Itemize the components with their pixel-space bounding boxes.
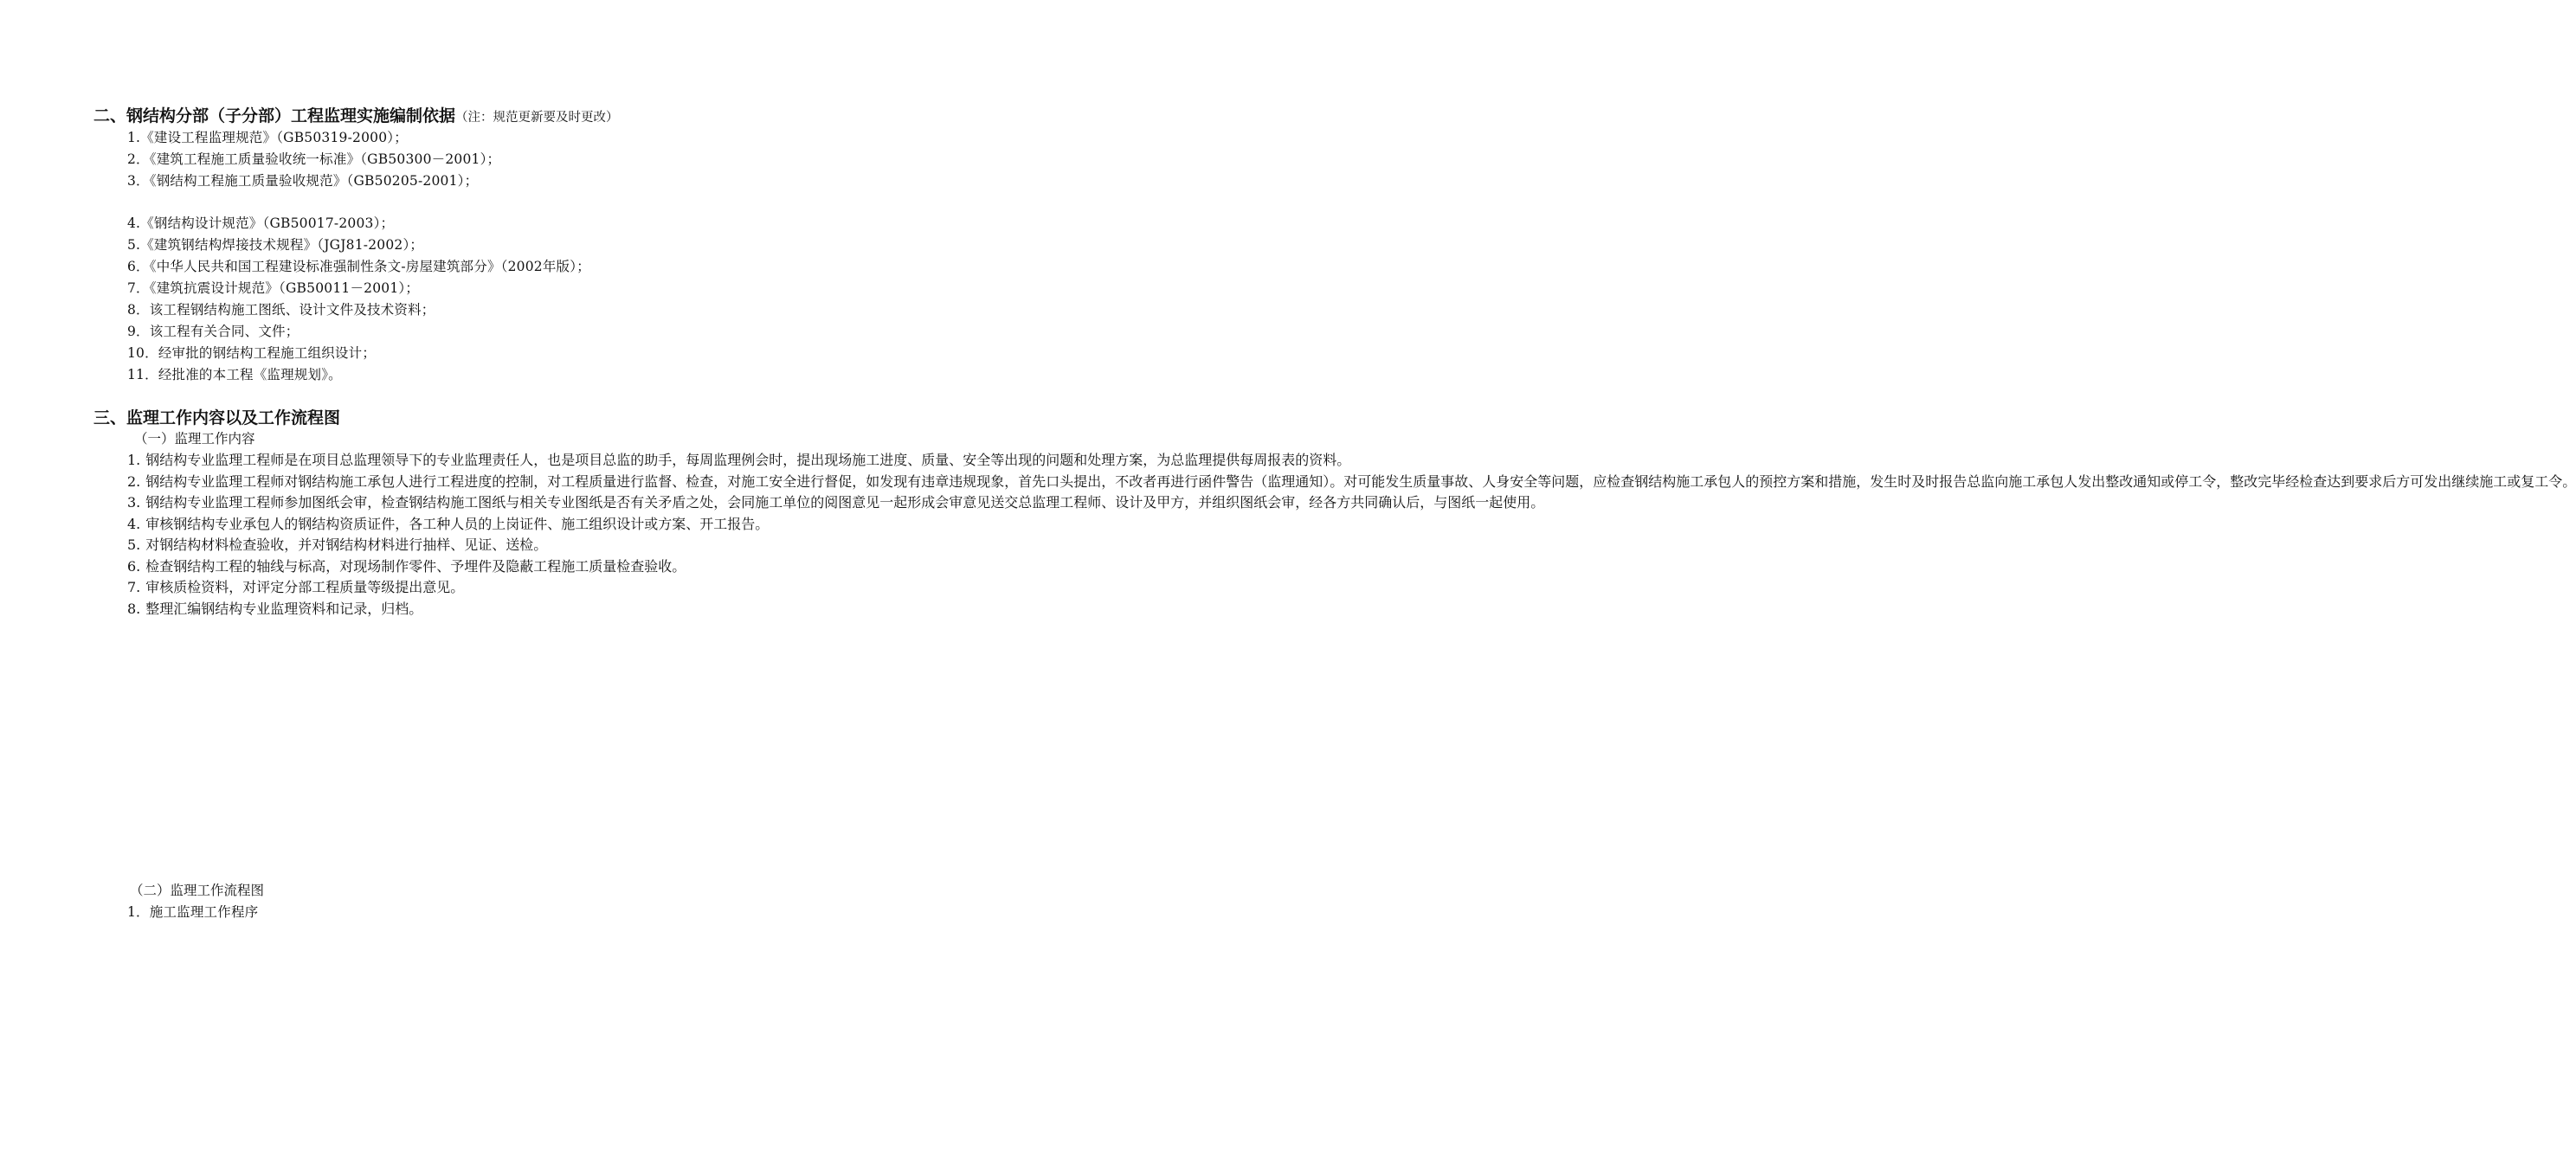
work-item-text: 钢结构专业监理工程师对钢结构施工承包人进行工程进度的控制，对工程质量进行监督、检查，对施工安全进行督促，如发现有违章违规现象，首先口头提出，不改者再进行函件警告（监理通知）。对可能发生质量事故、人身安全等问题，应检查钢结构施工承包人的预控方案和措施，发生时及时报告总监向施工承包人发出整改通知或停工令，整改完毕经检查达到要求后方可发出继续施工或复工令。 [145,472,2576,490]
work-item-number: 1. [127,452,141,468]
work-item-number: 7. [127,579,141,595]
reference-item: 2．《建筑工程施工质量验收统一标准》（GB50300－2001）； [127,151,501,167]
reference-item: 4.《钢结构设计规范》（GB50017-2003）； [127,215,395,231]
reference-item: 8．该工程钢结构施工图纸、设计文件及技术资料； [127,302,435,318]
reference-item: 6．《中华人民共和国工程建设标准强制性条文-房屋建筑部分》（2002年版）； [127,259,590,274]
work-content-list [95,450,2576,620]
work-item [95,577,727,599]
work-item-text: 整理汇编钢结构专业监理资料和记录，归档。 [145,600,423,617]
subsection-work-flowchart: （二）监理工作流程图 [130,883,265,898]
work-item-number: 4. [127,515,141,532]
reference-item: 11．经批准的本工程《监理规划》。 [127,367,342,382]
work-item-text: 钢结构专业监理工程师是在项目总监理领导下的专业监理责任人，也是项目总监的助手，每周监理例会时，提出现场施工进度、质量、安全等出现的问题和处理方案，为总监理提供每周报表的资料。 [145,452,1351,468]
work-item-number: 2. [127,472,141,490]
work-item [95,514,770,536]
subsection-work-content: （一）监理工作内容 [134,431,255,447]
flowchart-item: 1．施工监理工作程序 [127,904,259,920]
work-item [95,556,727,578]
work-item-number: 8. [127,600,141,617]
work-item-text: 钢结构专业监理工程师参加图纸会审，检查钢结构施工图纸与相关专业图纸是否有关矛盾之处，会同施工单位的阅图意见一起形成会审意见送交总监理工程师、设计及甲方，并组织图纸会审，经各方共同确认后，与图纸一起使用。 [145,494,1545,511]
reference-item: 3．《钢结构工程施工质量验收规范》（GB50205-2001）； [127,173,479,189]
reference-item: 5.《建筑钢结构焊接技术规程》（JGJ81-2002）； [127,237,424,253]
work-item-number: 5. [127,537,141,553]
work-item-number: 3. [127,494,141,511]
work-item [95,599,727,620]
section-3-heading: 三、监理工作内容以及工作流程图 [93,408,341,427]
work-item-number: 6. [127,557,141,575]
section-2-heading [93,106,619,128]
section-2-title: 二、钢结构分部（子分部）工程监理实施编制依据 [93,106,456,125]
work-item [95,535,727,556]
reference-item: 10．经审批的钢结构工程施工组织设计； [127,345,377,361]
work-item-text: 对钢结构材料检查验收，并对钢结构材料进行抽样、见证、送检。 [145,537,548,553]
section-2-note: （注：规范更新要及时更改） [455,111,619,125]
reference-item: 9．该工程有关合同、文件； [127,324,299,339]
work-item [95,472,2576,493]
work-item [95,492,1545,514]
work-item [95,450,1351,472]
reference-item: 1.《建设工程监理规范》（GB50319-2000）； [127,130,408,145]
work-item-text: 审核钢结构专业承包人的钢结构资质证件，各工种人员的上岗证件、施工组织设计或方案、开工报告。 [145,515,770,532]
reference-item: 7．《建筑抗震设计规范》（GB50011－2001）； [127,280,420,296]
work-item-text: 审核质检资料，对评定分部工程质量等级提出意见。 [145,579,465,595]
work-item-text: 检查钢结构工程的轴线与标高，对现场制作零件、予埋件及隐蔽工程施工质量检查验收。 [145,557,686,575]
